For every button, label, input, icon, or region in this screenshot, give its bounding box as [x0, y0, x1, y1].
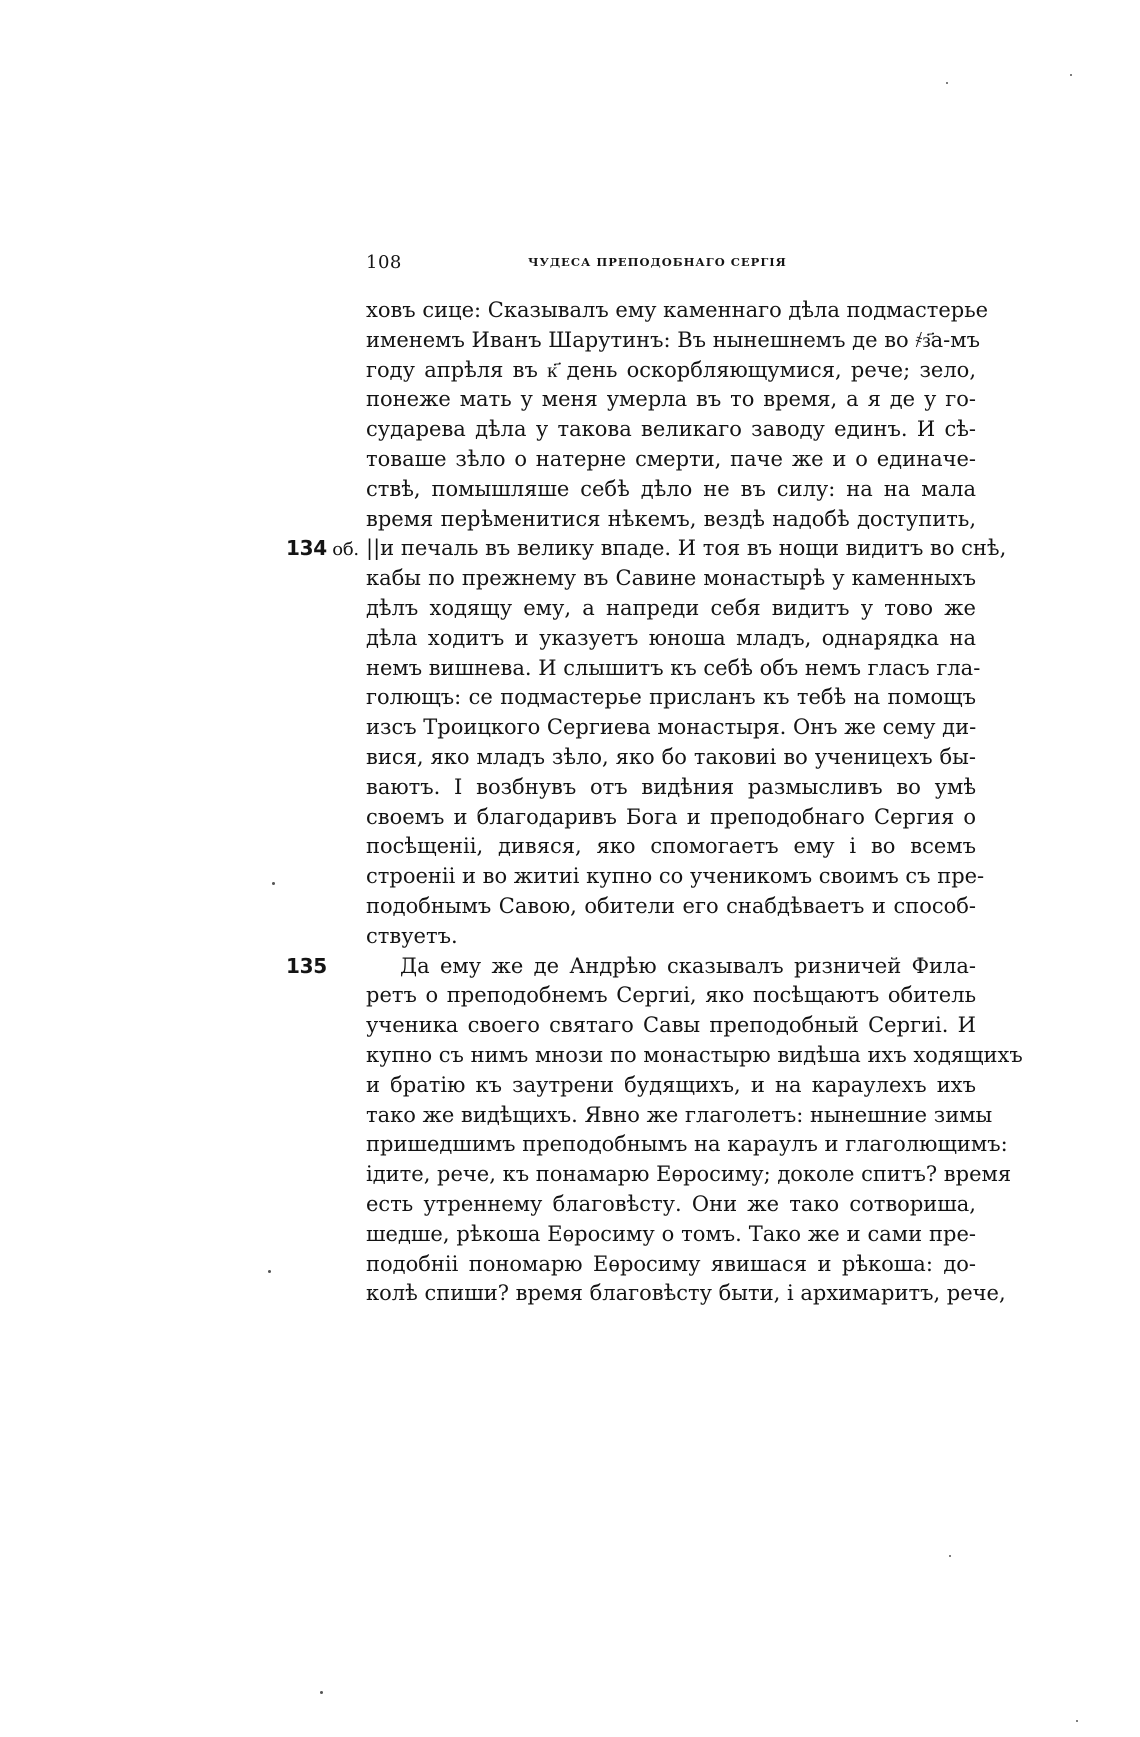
scan-speck [949, 1555, 951, 1557]
scan-speck [1070, 74, 1072, 76]
text-line: тако же видѣщихъ. Явно же глаголетъ: нынешние зимы [366, 1102, 993, 1127]
text-line: именемъ Иванъ Шарутинъ: Въ нынешнемъ де во ҂з҃а-мъ [366, 327, 980, 352]
text-line: подобнымъ Савою, обители его снабдѣваетъ и способ- [366, 893, 976, 918]
text-line-with-margin-note [286, 952, 976, 982]
margin-folio-note [286, 534, 359, 565]
text-line: посѣщеніі, дивяся, яко спомогаетъ ему і во всемъ [366, 834, 976, 859]
text-line: сударева дѣла у такова великаго заводу единъ. И сѣ- [366, 417, 976, 442]
text-line: изсъ Троицкого Сергиева монастыря. Онъ же сему ди- [366, 715, 977, 740]
text-line: дѣла ходитъ и указуетъ юноша младъ, однарядка на [366, 625, 976, 650]
text-line: ствуетъ. [366, 923, 458, 948]
text-line: ретъ о преподобнемъ Сергиі, яко посѣщаютъ обитель [366, 983, 976, 1008]
text-line: дѣлъ ходящу ему, а напреди себя видитъ у тово же [366, 595, 976, 620]
text-line: пришедшимъ преподобнымъ на караулъ и глаголющимъ: [366, 1132, 1008, 1157]
page-number: 108 [366, 252, 402, 273]
text-line: ховъ сице: Сказывалъ ему каменнаго дѣла подмастерье [366, 298, 989, 322]
text-line: и братію къ заутрени будящихъ, и на караулехъ ихъ [366, 1072, 976, 1097]
text-line: колѣ спиши? время благовѣсту быти, і архимаритъ, рече, [366, 1281, 1006, 1306]
margin-folio-note [286, 952, 327, 983]
margin-folio-suffix: об. [326, 539, 359, 561]
scan-speck [268, 1270, 271, 1273]
margin-folio-number: 134 [286, 536, 327, 561]
body-text [286, 296, 1023, 1309]
text-line: время перѣменитися нѣкемъ, вездѣ надобѣ доступить, [366, 506, 976, 531]
text-line: ваютъ. І возбнувъ отъ видѣния размысливъ во умѣ [366, 774, 976, 799]
text-line: голющъ: се подмастерье присланъ къ тебѣ на помощъ [366, 685, 976, 710]
text-line: своемъ и благодаривъ Бога и преподобнаго Сергия о [366, 804, 976, 829]
text-line: ідите, рече, къ понамарю Еѳросиму; доколе спитъ? время [366, 1162, 1012, 1187]
text-line: строеніі и во житиі купно со ученикомъ своимъ съ пре- [366, 864, 985, 889]
text-line: ученика своего святаго Савы преподобный Сергиі. И [366, 1013, 976, 1038]
text-line: понеже мать у меня умерла въ то время, а я де у го- [366, 387, 976, 412]
text-line-content: ||и печаль въ велику впаде. И тоя въ нощи видитъ во снѣ, [366, 536, 1007, 561]
scan-speck [1076, 1720, 1078, 1722]
text-line: кабы по прежнему въ Савине монастырѣ у каменныхъ [366, 566, 976, 591]
text-line: немъ вишнева. И слышитъ къ себѣ объ немъ гласъ гла- [366, 655, 981, 680]
text-line: товаше зѣло о натерне смерти, паче же и о единаче- [366, 446, 976, 471]
text-line-content: Да ему же де Андрѣю сказывалъ ризничей Фила- [400, 953, 976, 978]
text-line: ствѣ, помышляше себѣ дѣло не въ силу: на на мала [366, 476, 976, 501]
text-line: подобніі пономарю Еѳросиму явишася и рѣкоша: до- [366, 1251, 976, 1276]
running-title: ЧУДЕСА ПРЕПОДОБНАГО СЕРГІЯ [528, 255, 787, 269]
scan-speck [272, 882, 275, 885]
text-line: году апрѣля въ к҃ день оскорбляющумися, рече; зело, [366, 357, 976, 382]
text-line: вися, яко младъ зѣло, яко бо таковиі во ученицехъ бы- [366, 744, 976, 769]
text-line: есть утреннему благовѣсту. Они же тако сотвориша, [366, 1191, 976, 1216]
text-line: купно съ нимъ мнози по монастырю видѣша ихъ ходящихъ [366, 1042, 1023, 1067]
margin-folio-number: 135 [286, 953, 327, 978]
page-header [366, 252, 976, 276]
scan-speck [946, 82, 948, 84]
scan-speck [320, 1691, 323, 1694]
text-line-with-margin-note [286, 534, 1007, 564]
text-line: шедше, рѣкоша Еѳросиму о томъ. Тако же и сами пре- [366, 1221, 976, 1246]
